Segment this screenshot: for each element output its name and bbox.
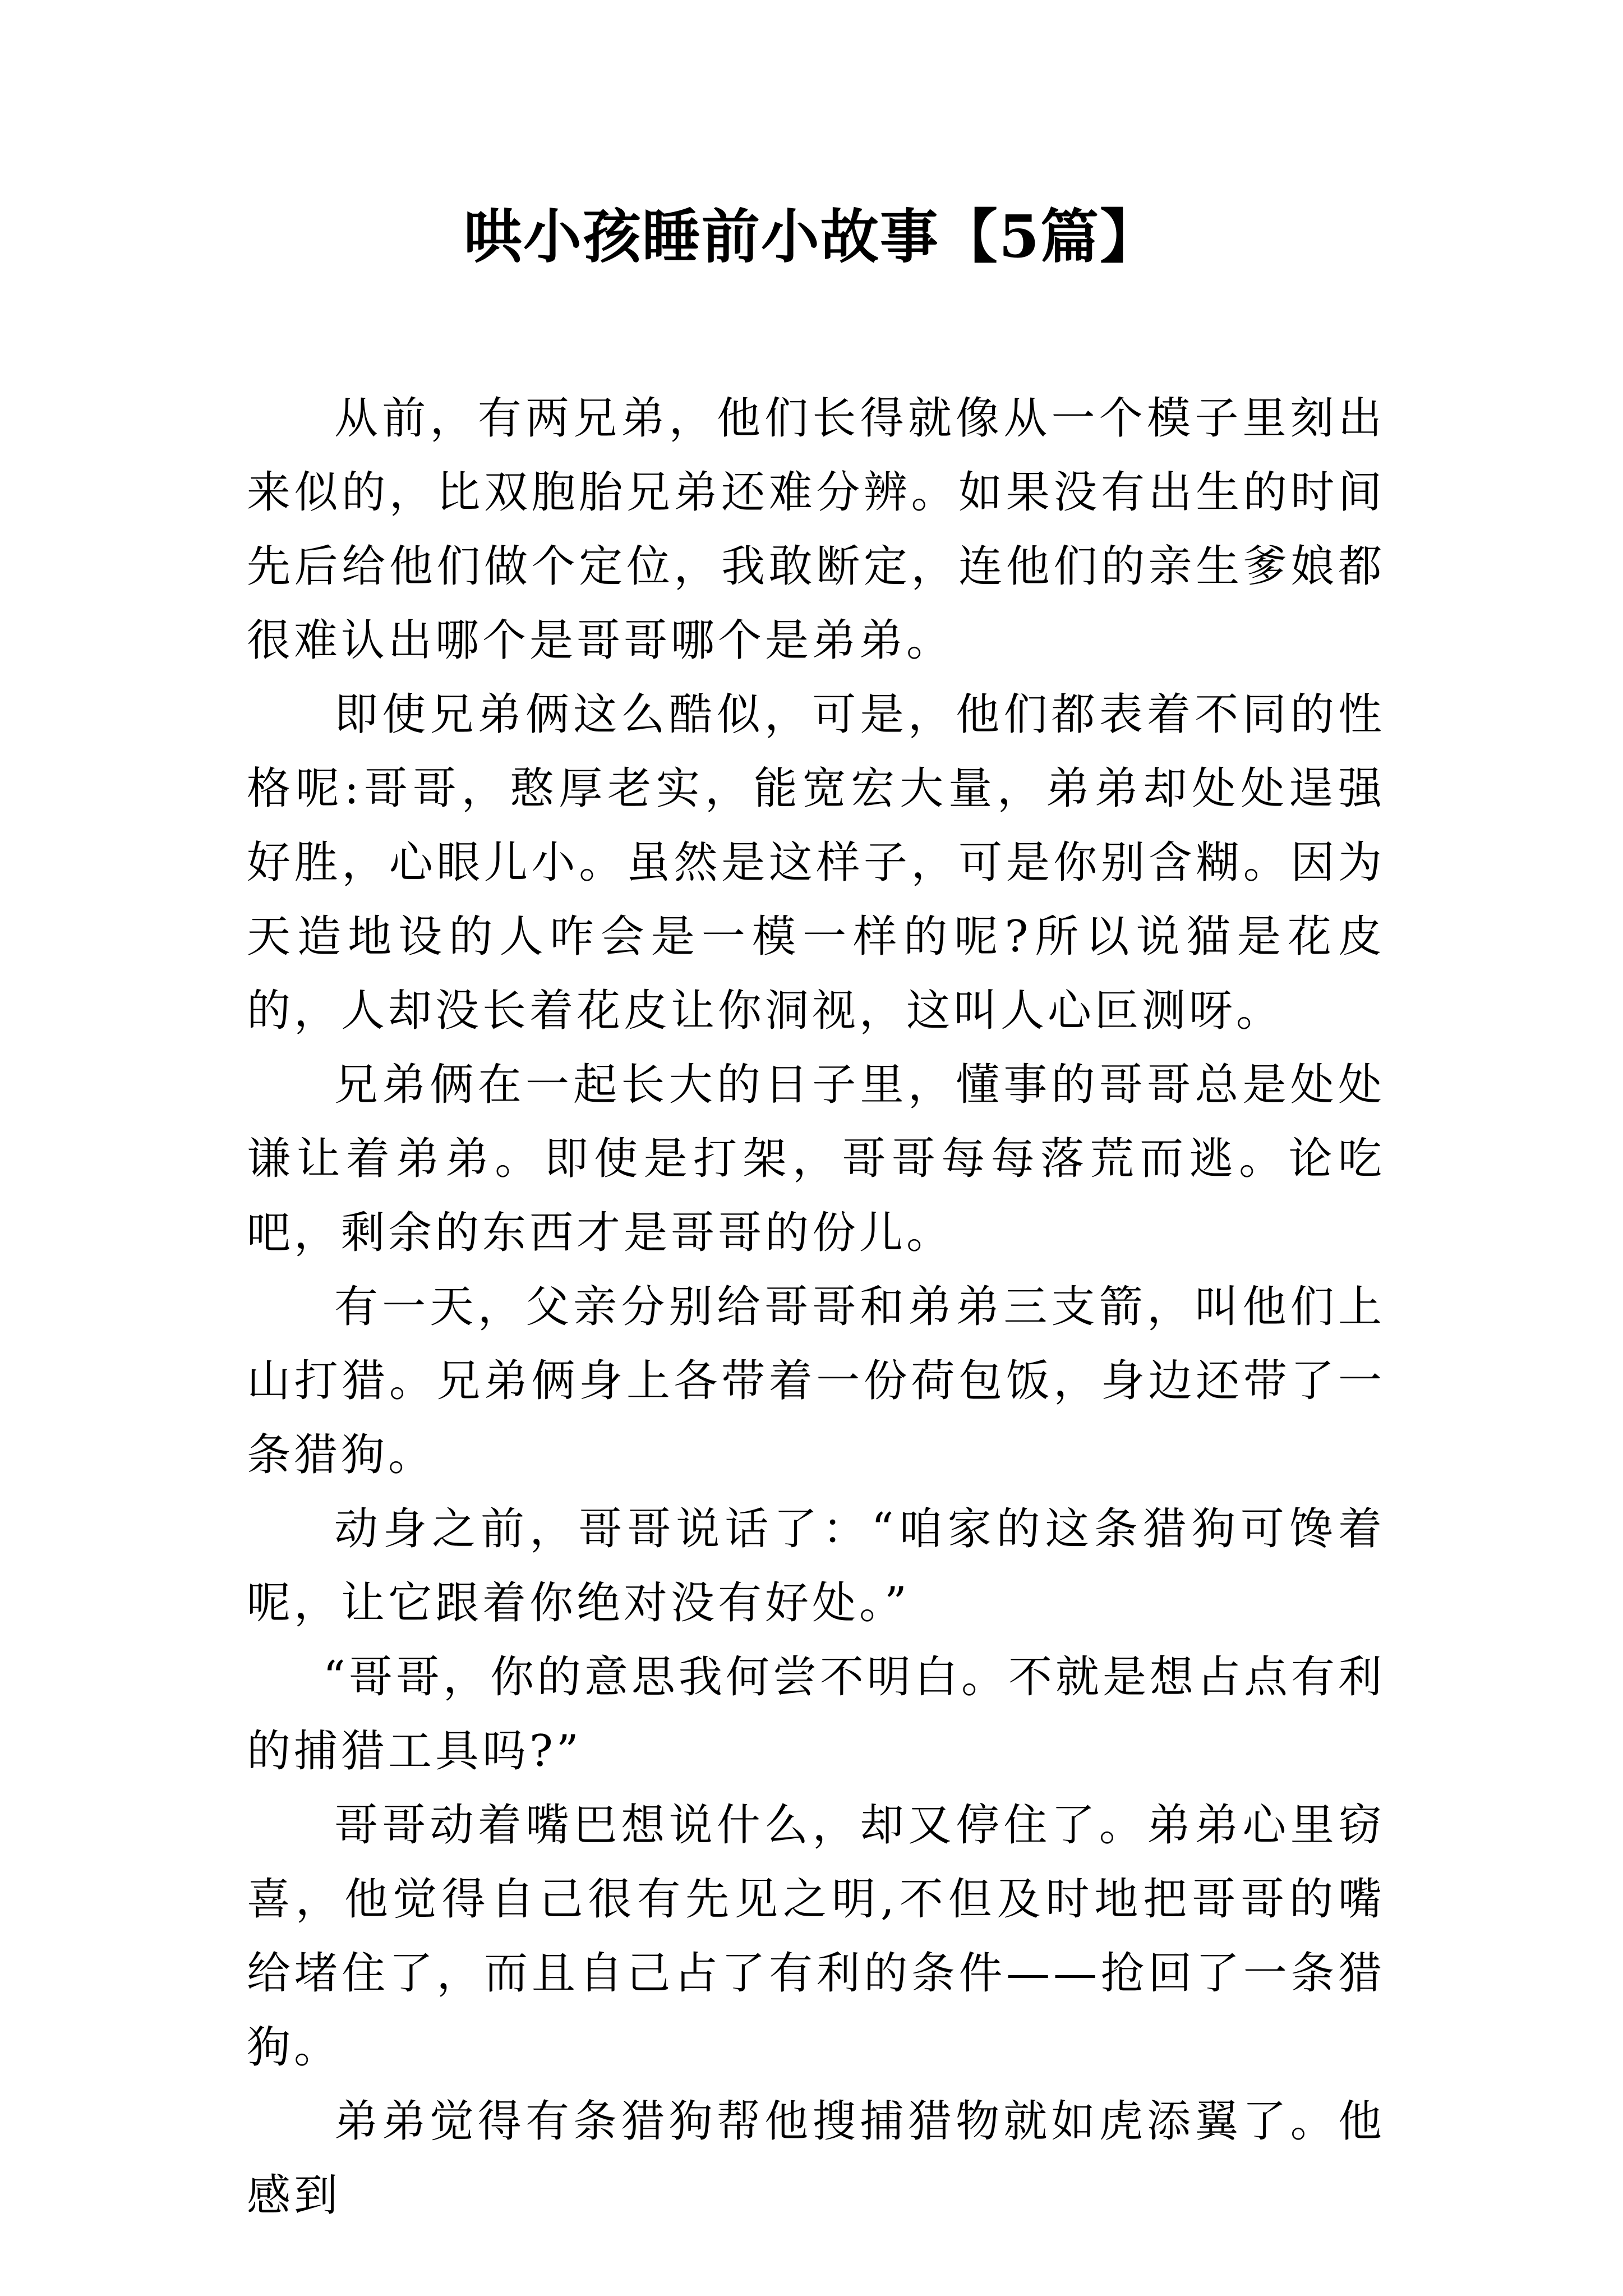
paragraph: 有一天，父亲分别给哥哥和弟弟三支箭，叫他们上山打猎。兄弟俩身上各带着一份荷包饭，身边还带了一条猎狗。 — [247, 1282, 1385, 1480]
document-title: 哄小孩睡前小故事【5篇】 — [463, 202, 1160, 271]
document-body — [247, 381, 1385, 2233]
paragraph: 即使兄弟俩这么酷似，可是，他们都表着不同的性格呢:哥哥，憨厚老实，能宽宏大量，弟弟却处处逞强好胜，心眼儿小。虽然是这样子，可是你别含糊。因为天造地设的人咋会是一模一样的呢?所以说猫是花皮的，人却没长着花皮让你洞视，这叫人心叵测呀。 — [247, 689, 1385, 1036]
paragraph: 兄弟俩在一起长大的日子里，懂事的哥哥总是处处谦让着弟弟。即使是打架，哥哥每每落荒而逃。论吃吧，剩余的东西才是哥哥的份儿。 — [247, 1060, 1385, 1258]
paragraph: 动身之前，哥哥说话了：“咱家的这条猎狗可馋着呢，让它跟着你绝对没有好处。” — [247, 1504, 1385, 1628]
paragraph: 从前，有两兄弟，他们长得就像从一个模子里刻出来似的，比双胞胎兄弟还难分辨。如果没有出生的时间先后给他们做个定位，我敢断定，连他们的亲生爹娘都很难认出哪个是哥哥哪个是弟弟。 — [247, 393, 1385, 666]
paragraph: 哥哥动着嘴巴想说什么，却又停住了。弟弟心里窃喜，他觉得自己很有先见之明,不但及时地把哥哥的嘴给堵住了，而且自己占了有利的条件——抢回了一条猎狗。 — [247, 1800, 1385, 2073]
paragraph: 弟弟觉得有条猎狗帮他搜捕猎物就如虎添翼了。他感到 — [247, 2096, 1385, 2221]
paragraph: “哥哥，你的意思我何尝不明白。不就是想占点有利的捕猎工具吗?” — [247, 1652, 1385, 1777]
